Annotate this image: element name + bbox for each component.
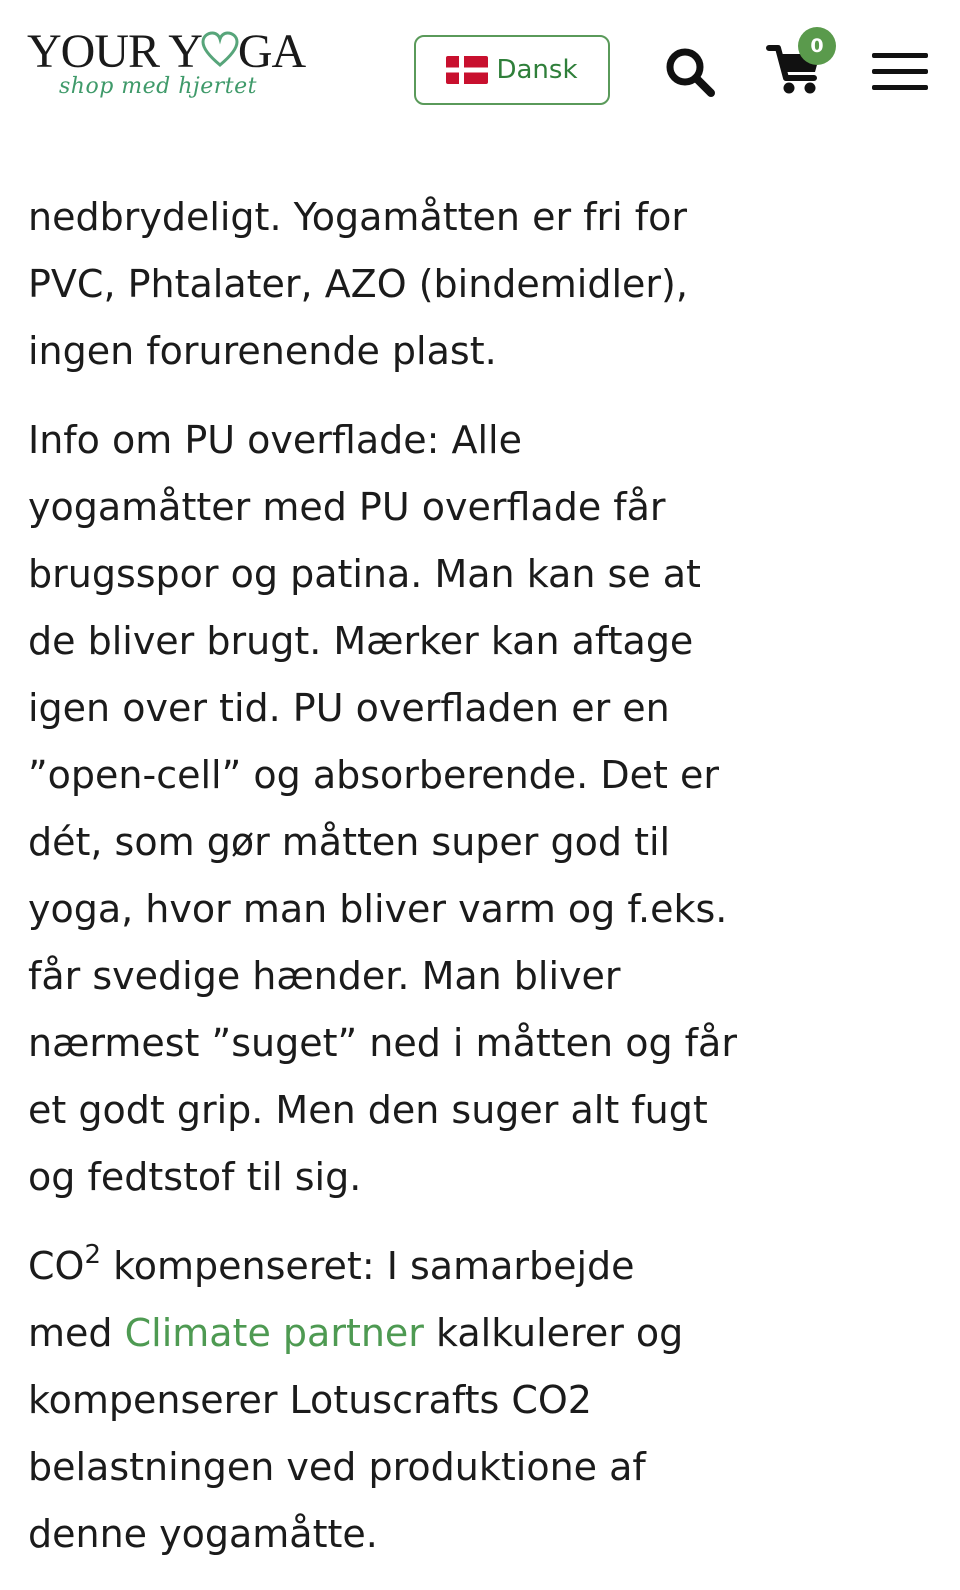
denmark-flag-icon xyxy=(446,56,488,84)
text-line: et godt grip. Men den suger alt fugt xyxy=(28,1088,708,1132)
text-line: får svedige hænder. Man bliver xyxy=(28,954,621,998)
hamburger-menu-icon-bar xyxy=(872,69,928,74)
text-line: PVC, Phtalater, AZO (bindemidler), xyxy=(28,262,688,306)
text-line: nedbrydeligt. Yogamåtten er fri for xyxy=(28,195,688,239)
logo-text-left: YOUR Y xyxy=(27,25,202,78)
climate-partner-link[interactable]: Climate partner xyxy=(124,1311,424,1355)
text-segment: kalkulerer og xyxy=(423,1311,684,1355)
text-line: belastningen ved produktione af xyxy=(28,1445,646,1489)
search-button[interactable] xyxy=(662,44,718,100)
text-line xyxy=(28,1300,908,1367)
text-line: brugsspor og patina. Man kan se at xyxy=(28,552,701,596)
text-line xyxy=(28,1233,908,1300)
text-line: Info om PU overflade: Alle xyxy=(28,418,522,462)
language-label: Dansk xyxy=(496,55,578,85)
text-line: yogamåtter med PU overflade får xyxy=(28,485,666,529)
text-line: de bliver brugt. Mærker kan aftage xyxy=(28,619,694,663)
language-selector-button[interactable] xyxy=(414,35,610,105)
search-icon xyxy=(662,44,718,100)
text-line: denne yogamåtte. xyxy=(28,1512,378,1556)
text-line: og fedtstof til sig. xyxy=(28,1155,362,1199)
site-logo[interactable] xyxy=(27,24,317,114)
hamburger-menu-icon-bar xyxy=(872,85,928,90)
text-line: igen over tid. PU overfladen er en xyxy=(28,686,670,730)
logo-tagline: shop med hjertet xyxy=(59,74,257,99)
text-line: nærmest ”suget” ned i måtten og får xyxy=(28,1021,737,1065)
text-line: kompenserer Lotuscrafts CO2 xyxy=(28,1378,592,1422)
text-line: ingen forurenende plast. xyxy=(28,329,497,373)
hamburger-menu-button[interactable] xyxy=(872,50,928,94)
cart-count-badge: 0 xyxy=(798,27,836,65)
hamburger-menu-icon xyxy=(872,53,928,58)
site-header xyxy=(0,0,960,150)
co2-superscript: 2 xyxy=(84,1240,101,1270)
paragraph-co2 xyxy=(28,1233,908,1568)
logo-text-right: GA xyxy=(237,25,306,78)
product-description xyxy=(28,184,908,1590)
paragraph-material xyxy=(28,184,908,385)
text-line: ”open-cell” og absorberende. Det er xyxy=(28,753,719,797)
paragraph-pu-surface xyxy=(28,407,908,1211)
heart-icon xyxy=(200,30,240,70)
text-segment: med xyxy=(28,1311,125,1355)
text-segment: kompenseret: I samarbejde xyxy=(101,1244,635,1288)
co2-text: CO xyxy=(28,1244,85,1288)
logo-wordmark xyxy=(27,24,305,80)
text-line: dét, som gør måtten super god til xyxy=(28,820,671,864)
text-line: yoga, hvor man bliver varm og f.eks. xyxy=(28,887,728,931)
